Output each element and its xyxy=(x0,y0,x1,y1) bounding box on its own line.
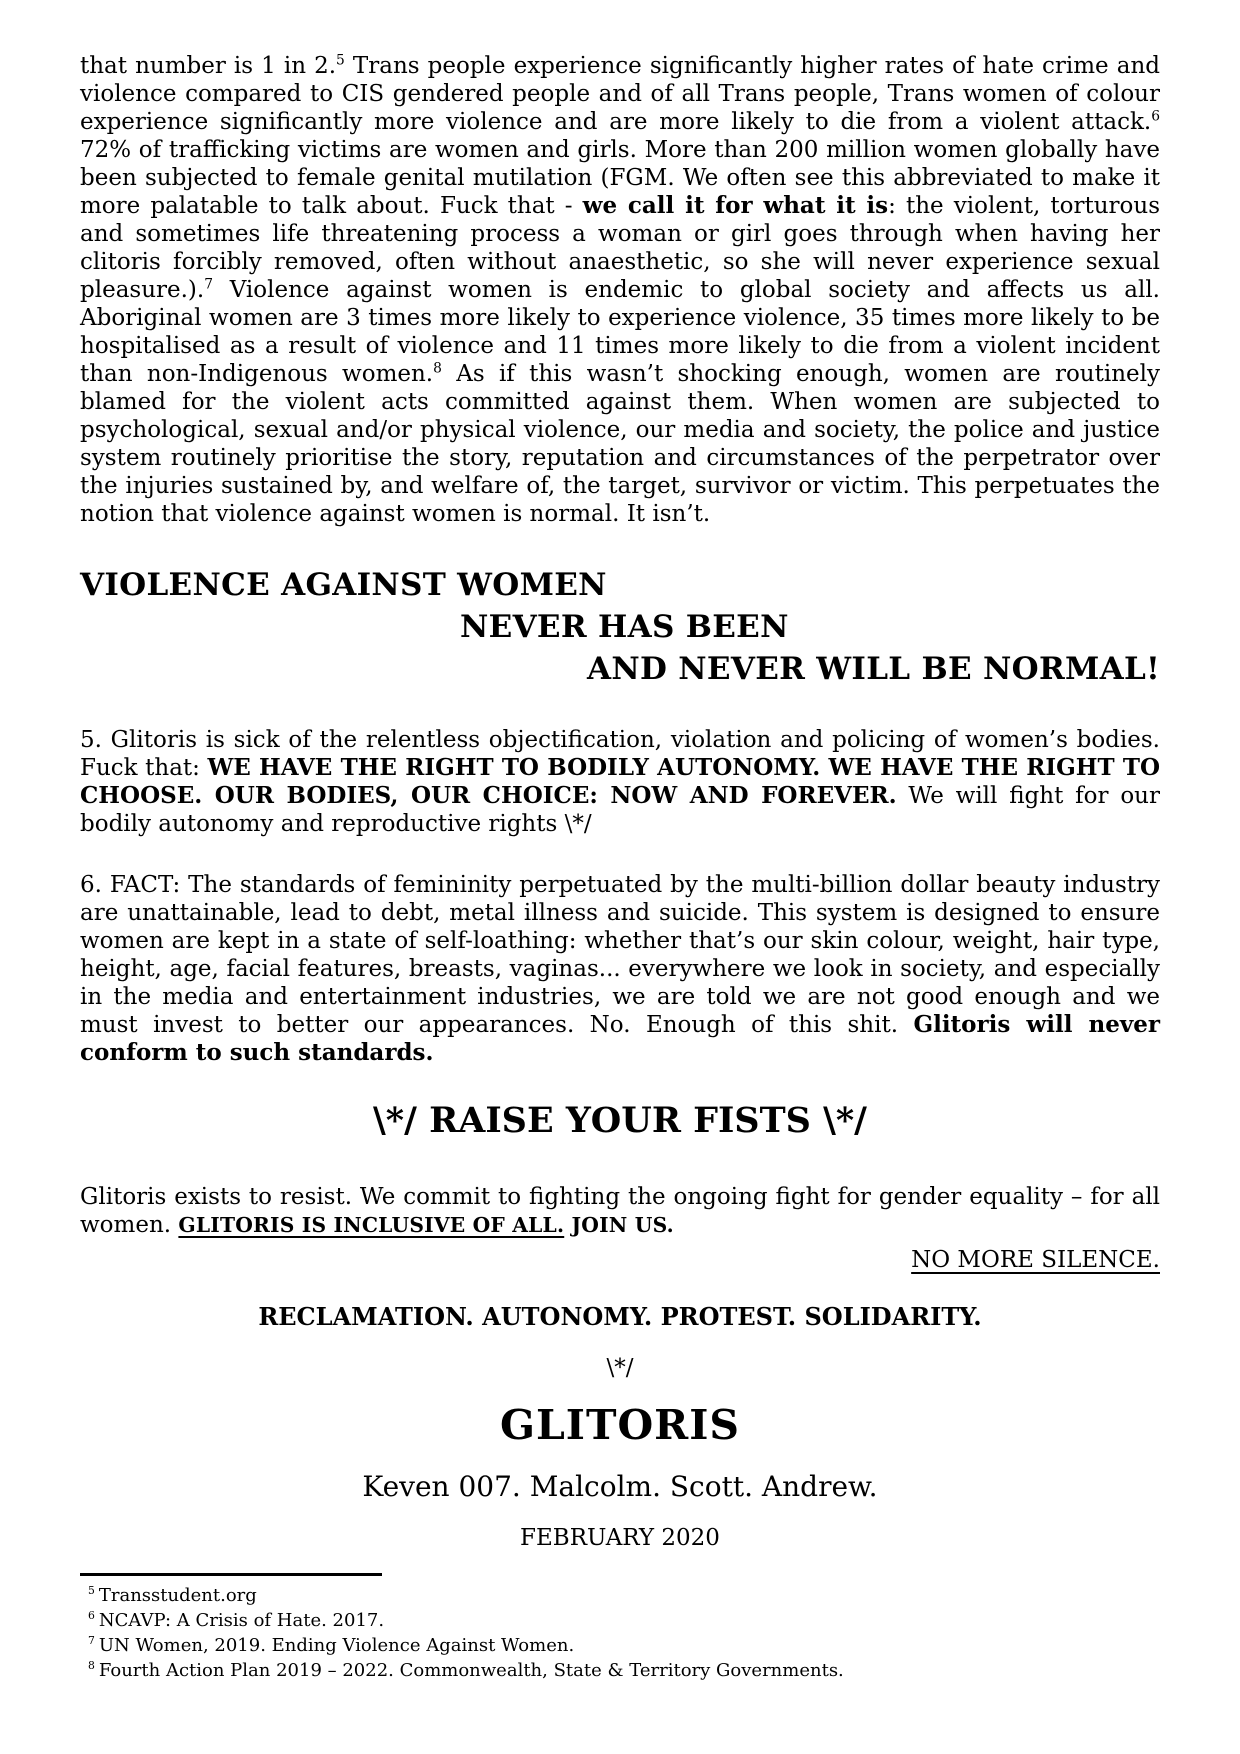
band-name-title: GLITORIS xyxy=(499,1401,741,1449)
footnote-5-marker: 5 xyxy=(88,1584,95,1597)
heading-raise-your-fists: \*/ RAISE YOUR FISTS \*/ xyxy=(373,1100,867,1141)
footnote-8 xyxy=(88,1658,1160,1683)
footnotes-list xyxy=(80,1583,1160,1683)
intro-paragraph: that number is 1 in 2.$^5$ Trans people experience significantly higher rates of hate crime and violence compared to CIS gendered people and of all Trans people, Trans women of colour experience significantly more violence and are more likely to die from a violent attack.$^6$ 72% of trafficking victims are women and girls. More than 200 million women globally have been subjected to female genital mutilation (FGM. We often see this abbreviated to make it more palatable to talk about. Fuck that - we call it for what it is: the violent, torturous and sometimes life threatening process a woman or girl goes through when having her clitoris forcibly removed, often without anaesthetic, so she will never experience sexual pleasure.).$^7$ Violence against women is endemic to global society and affects us all. Aboriginal women are 3 times more likely to experience violence, 35 times more likely to be hospitalised as a result of violence and 11 times more likely to die from a violent incident than non-Indigenous women.$^8$ As if this wasn’t shocking enough, women are routinely blamed for the violent acts committed against them. When women are subjected to psychological, sexual and/or physical violence, our media and society, the police and justice system routinely prioritise the story, reputation and circumstances of the perpetrator over the injuries sustained by, and welfare of, the target, survivor or victim. This perpetuates the notion that violence against women is normal. It isn’t. xyxy=(80,52,1160,527)
footnote-5 xyxy=(88,1583,1160,1608)
footnote-7-text: UN Women, 2019. Ending Violence Against Women. xyxy=(98,1635,575,1656)
footnote-6 xyxy=(88,1608,1160,1633)
headline-violence-against-women xyxy=(80,564,1160,690)
headline-line-2: NEVER HAS BEEN xyxy=(460,609,789,645)
values-line: RECLAMATION. AUTONOMY. PROTEST. SOLIDARITY. xyxy=(258,1302,982,1331)
footnote-7-marker: 7 xyxy=(88,1634,95,1647)
members-line: Keven 007. Malcolm. Scott. Andrew. xyxy=(362,1470,878,1503)
no-more-silence-line xyxy=(80,1245,1160,1275)
footnote-8-text: Fourth Action Plan 2019 – 2022. Commonwealth, State & Territory Governments. xyxy=(98,1660,844,1681)
footnote-5-text: Transstudent.org xyxy=(98,1585,257,1606)
footnote-6-marker: 6 xyxy=(88,1609,95,1622)
item-5-paragraph: 5. Glitoris is sick of the relentless objectification, violation and policing of women’s bodies. Fuck that: WE HAVE THE RIGHT TO BODILY AUTONOMY. WE HAVE THE RIGHT TO CHOOSE. OUR BODIES, OUR CHOICE: NOW AND FOREVER. We will fight for our bodily autonomy and reproductive rights \*/ xyxy=(80,727,1160,837)
headline-line-3: AND NEVER WILL BE NORMAL! xyxy=(587,651,1160,687)
footnote-8-marker: 8 xyxy=(88,1659,95,1672)
footnote-6-text: NCAVP: A Crisis of Hate. 2017. xyxy=(98,1610,385,1631)
item-6-paragraph: 6. FACT: The standards of femininity perpetuated by the multi-billion dollar beauty industry are unattainable, lead to debt, metal illness and suicide. This system is designed to ensure women are kept in a state of self-loathing: whether that’s our skin colour, weight, hair type, height, age, facial features, breasts, vaginas... everywhere we look in society, and especially in the media and entertainment industries, we are told we are not good enough and we must invest to better our appearances. No. Enough of this shit. Glitoris will never conform to such standards. xyxy=(80,872,1160,1066)
fist-symbol: \*/ xyxy=(606,1355,634,1381)
resist-paragraph: Glitoris exists to resist. We commit to fighting the ongoing fight for gender equality – for all women. GLITORIS IS INCLUSIVE OF ALL. JOIN US. xyxy=(80,1184,1160,1238)
footnote-7 xyxy=(88,1633,1160,1658)
headline-line-1: VIOLENCE AGAINST WOMEN xyxy=(80,567,607,603)
no-more-silence-text: NO MORE SILENCE. xyxy=(911,1247,1160,1273)
date-line: FEBRUARY 2020 xyxy=(520,1525,720,1551)
footnote-separator xyxy=(80,1573,382,1576)
